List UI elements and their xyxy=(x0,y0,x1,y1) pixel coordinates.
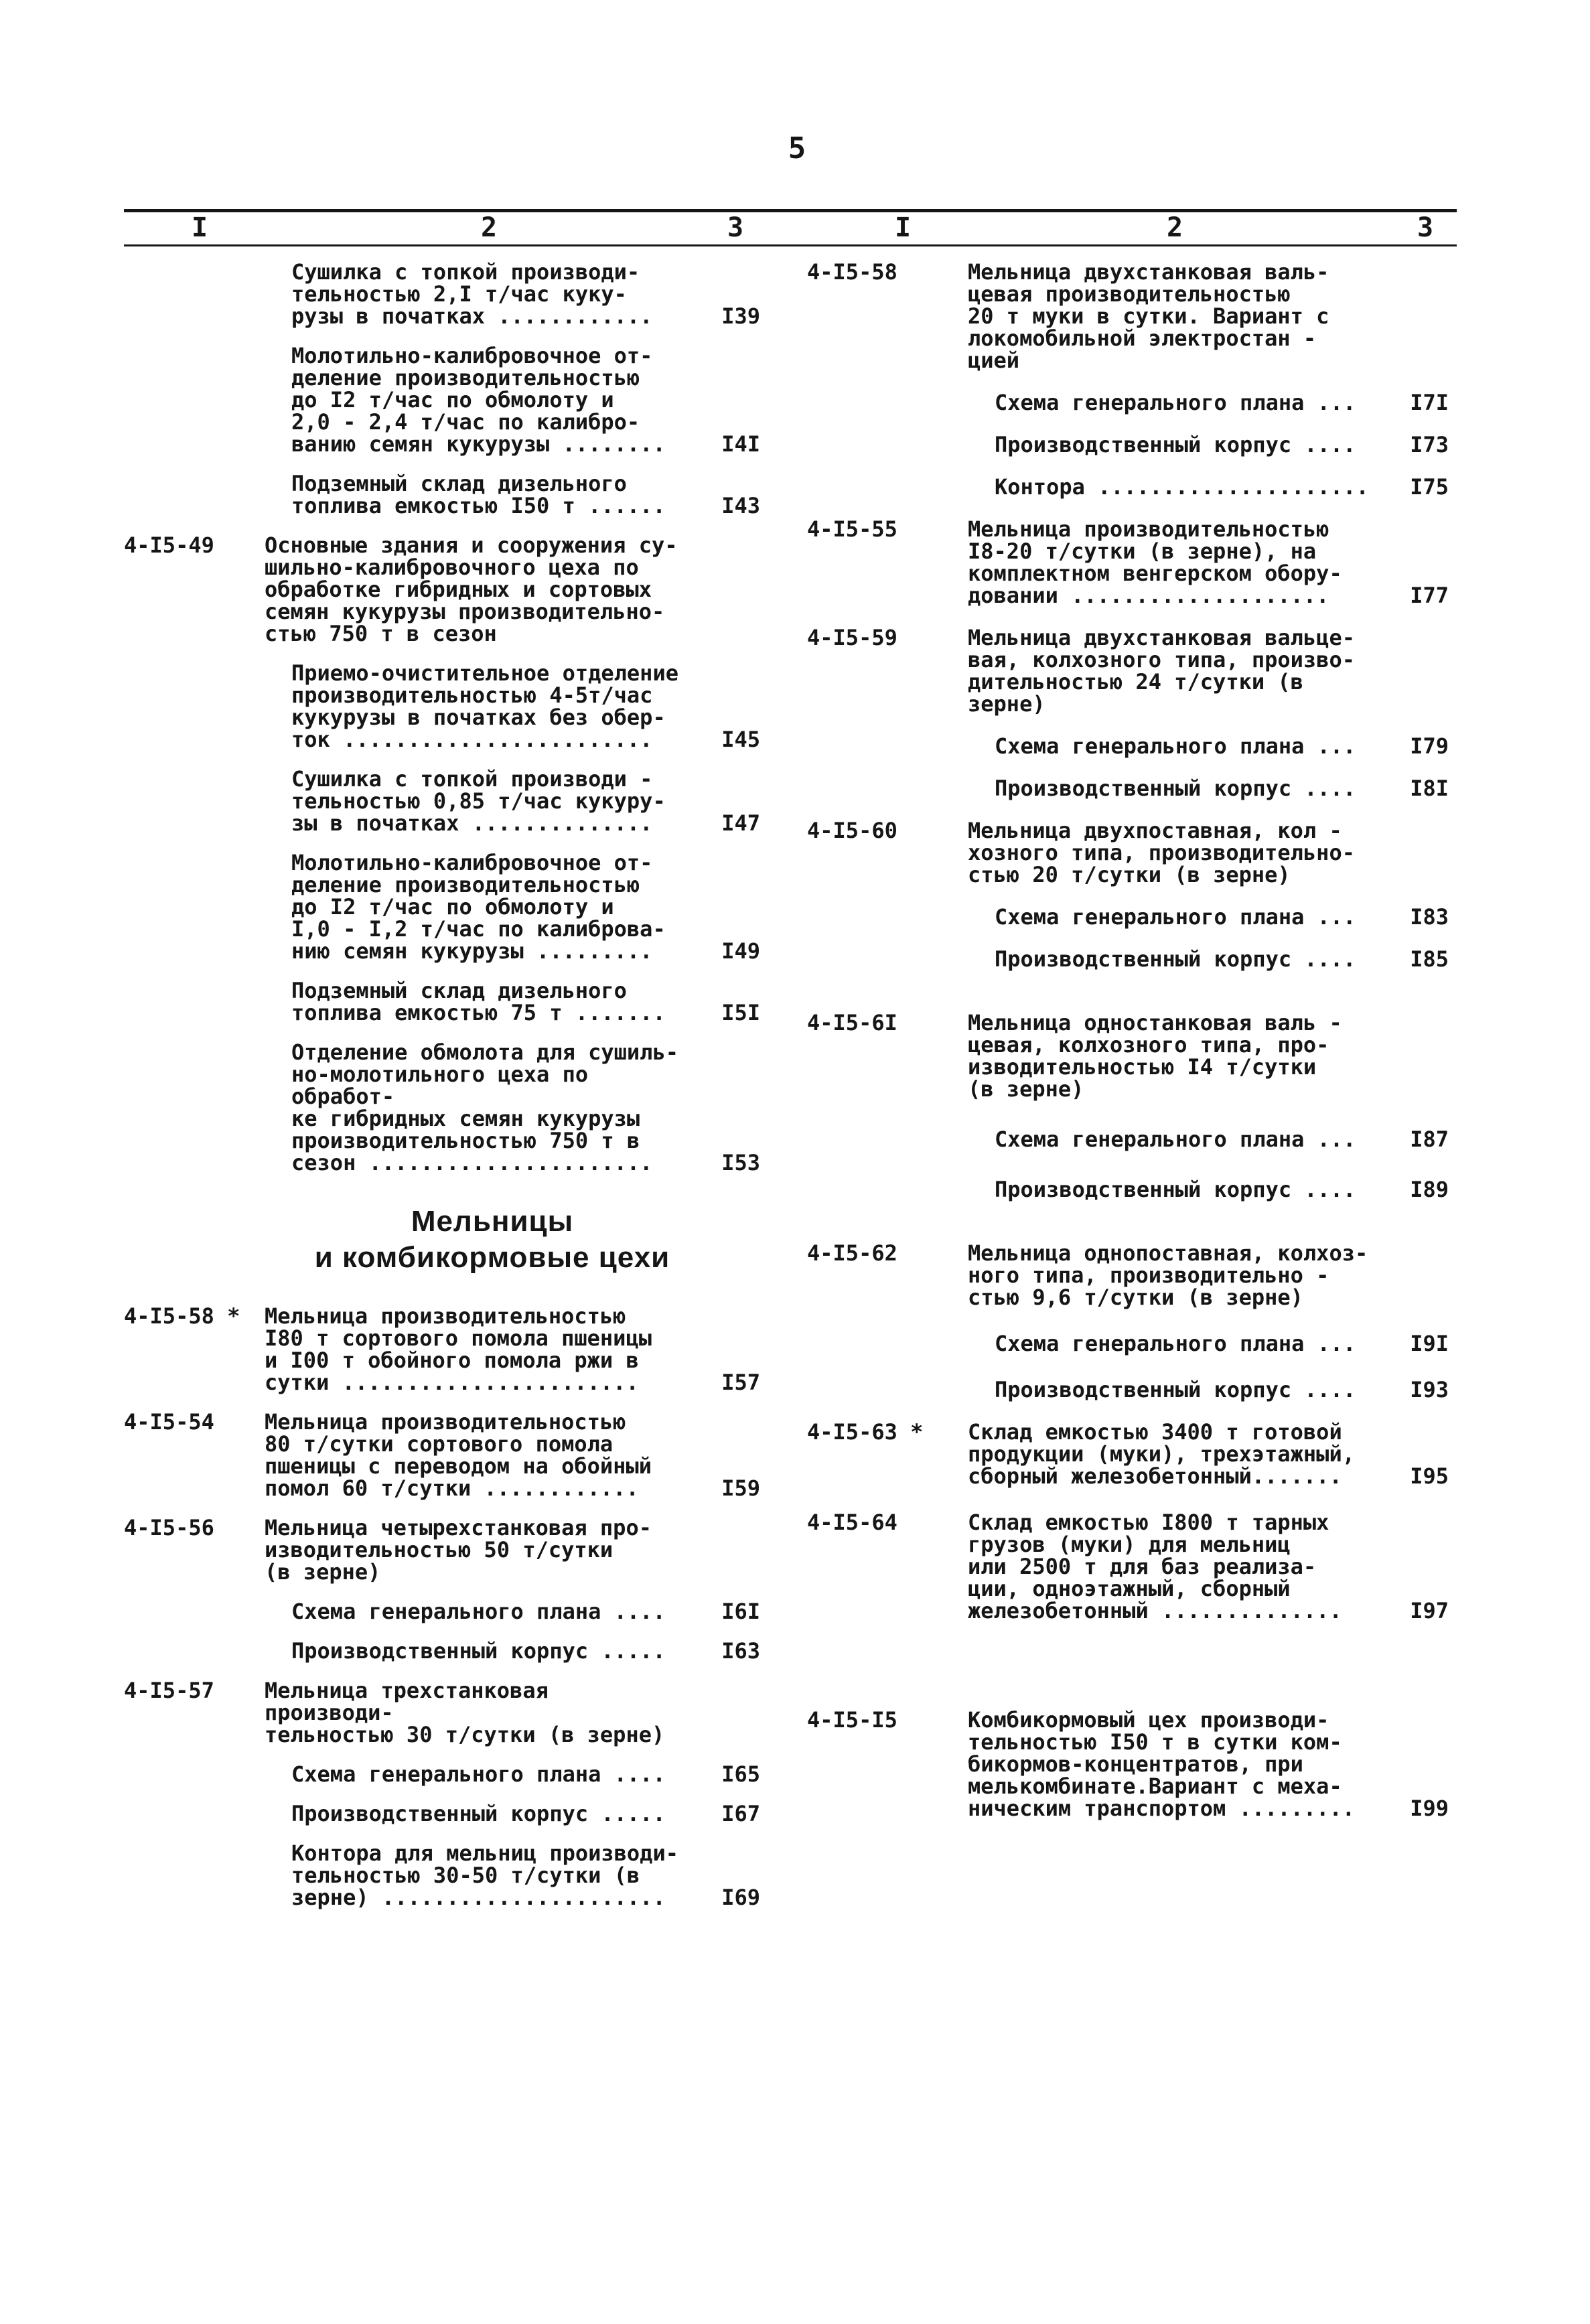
entry-title: Производственный корпус ..... xyxy=(291,1638,666,1664)
entry-title: Мельница двухстанковая валь- цевая производительностью 20 т муки в сутки. Вариант с локомобильной электростан - цией xyxy=(968,259,1329,373)
entry-title: Приемо-очистительное отделение производительностью 4-5т/час кукурузы в початках без обер- ток ........................ xyxy=(291,660,678,752)
index-entry xyxy=(807,518,1457,607)
page-ref: I45 xyxy=(721,727,760,752)
entry-title: Мельница двухпоставная, кол - хозного типа, производительно- стью 20 т/сутки (в зерне) xyxy=(968,818,1355,887)
entry-title: Схема генерального плана ... xyxy=(995,1127,1356,1152)
index-entry xyxy=(124,1803,767,1825)
index-entry xyxy=(807,1129,1457,1151)
entry-title: Основные здания и сооружения су- шильно-калибровочного цеха по обработке гибридных и сортовых семян кукурузы производительно- стью 750 т в сезон xyxy=(265,532,678,646)
page-ref: I57 xyxy=(721,1370,760,1395)
project-code: 4-I5-64 xyxy=(807,1510,897,1535)
page-ref: I8I xyxy=(1410,776,1449,801)
index-entry xyxy=(124,662,767,751)
entry-title: Мельница производительностью I8-20 т/сутки (в зерне), на комплектном венгерском обору- довании .................... xyxy=(968,516,1342,608)
entry-title: Схема генерального плана .... xyxy=(291,1761,666,1787)
project-code: 4-I5-63 * xyxy=(807,1419,924,1445)
index-entry xyxy=(807,1179,1457,1201)
entry-title: Контора для мельниц производи- тельностью 30-50 т/сутки (в зерне) ...................... xyxy=(291,1840,678,1910)
entry-title: Мельница одностанковая валь - цевая, колхозного типа, про- изводительностью I4 т/сутки (в зерне) xyxy=(968,1010,1342,1102)
column-header-page-right: 3 xyxy=(1417,212,1434,243)
page-ref: I83 xyxy=(1410,904,1449,930)
project-code: 4-I5-54 xyxy=(124,1409,214,1435)
page-ref: I69 xyxy=(721,1885,760,1910)
index-entry xyxy=(807,1512,1457,1622)
project-code: 4-I5-58 * xyxy=(124,1303,240,1329)
section-heading: Мельницы и комбикормовые цехи xyxy=(314,1205,670,1274)
index-entry xyxy=(124,1411,767,1500)
index-entry xyxy=(124,473,767,517)
index-entry xyxy=(124,1517,767,1583)
entry-title: Схема генерального плана .... xyxy=(291,1599,666,1624)
page-ref: I4I xyxy=(721,431,760,457)
index-entry xyxy=(807,1421,1457,1487)
index-entry xyxy=(807,392,1457,414)
entry-title: Мельница двухстанковая вальце- вая, колхозного типа, произво- дительностью 24 т/сутки (в зерне) xyxy=(968,625,1355,717)
left-column xyxy=(124,261,767,1909)
entry-title: Производственный корпус .... xyxy=(995,946,1356,972)
entry-title: Мельница четырехстанковая про- изводительностью 50 т/сутки (в зерне) xyxy=(265,1515,652,1585)
page-ref: I95 xyxy=(1410,1463,1449,1489)
page-ref: I65 xyxy=(721,1761,760,1787)
index-entry xyxy=(124,345,767,455)
index-entry xyxy=(807,778,1457,800)
page-ref: I47 xyxy=(721,810,760,836)
entry-title: Схема генерального плана ... xyxy=(995,390,1356,415)
index-entry xyxy=(807,820,1457,886)
project-code: 4-I5-I5 xyxy=(807,1707,897,1733)
page-number: 5 xyxy=(788,131,806,165)
page-ref: I75 xyxy=(1410,474,1449,500)
project-code: 4-I5-57 xyxy=(124,1678,214,1703)
column-header-title-right: 2 xyxy=(1166,212,1183,243)
page-ref: I63 xyxy=(721,1638,760,1664)
index-entry xyxy=(807,1709,1457,1820)
page-ref: I53 xyxy=(721,1150,760,1175)
entry-title: Молотильно-калибровочное от- деление производительностью до I2 т/час по обмолоту и I,0 - I,2 т/час по калиброва- нию семян кукурузы ......... xyxy=(291,850,666,964)
index-entry xyxy=(124,980,767,1024)
page-ref: I93 xyxy=(1410,1377,1449,1402)
index-entry xyxy=(807,476,1457,498)
page-ref: I67 xyxy=(721,1801,760,1826)
project-code: 4-I5-62 xyxy=(807,1240,897,1266)
index-entry xyxy=(807,1242,1457,1309)
entry-title: Контора ..................... xyxy=(995,474,1369,500)
right-column xyxy=(807,261,1457,1820)
entry-title: Производственный корпус .... xyxy=(995,1177,1356,1202)
entry-title: Склад емкостью I800 т тарных грузов (муки) для мельниц или 2500 т для баз реализа- ции, одноэтажный, сборный железобетонный .............. xyxy=(968,1510,1342,1623)
project-code: 4-I5-56 xyxy=(124,1515,214,1540)
table-header-rule xyxy=(124,244,1457,246)
page-ref: I97 xyxy=(1410,1598,1449,1623)
entry-title: Мельница производительностью I80 т сортового помола пшеницы и I00 т обойного помола ржи в сутки ....................... xyxy=(265,1303,652,1395)
page-ref: I77 xyxy=(1410,583,1449,608)
index-entry xyxy=(807,627,1457,715)
index-entry xyxy=(124,1763,767,1786)
entry-title: Склад емкостью 3400 т готовой продукции (муки), трехэтажный, сборный железобетонный....... xyxy=(968,1419,1355,1489)
page-ref: I6I xyxy=(721,1599,760,1624)
page-ref: I7I xyxy=(1410,390,1449,415)
entry-title: Комбикормовый цех производи- тельностью I50 т в сутки ком- бикормов-концентратов, при мелькомбинате.Вариант с меха- ническим транспортом ......... xyxy=(968,1707,1355,1821)
page-ref: I87 xyxy=(1410,1127,1449,1152)
project-code: 4-I5-55 xyxy=(807,516,897,542)
index-entry xyxy=(807,1379,1457,1401)
page-ref: I59 xyxy=(721,1475,760,1501)
index-entry xyxy=(807,906,1457,928)
page-ref: I5I xyxy=(721,1000,760,1025)
table-top-rule xyxy=(124,209,1457,212)
index-entry xyxy=(124,1680,767,1746)
project-code: 4-I5-59 xyxy=(807,625,897,650)
index-entry xyxy=(124,1640,767,1662)
entry-title: Производственный корпус ..... xyxy=(291,1801,666,1826)
entry-title: Подземный склад дизельного топлива емкостью 75 т ....... xyxy=(291,978,666,1025)
page-ref: I39 xyxy=(721,303,760,329)
page-ref: I85 xyxy=(1410,946,1449,972)
entry-title: Мельница трехстанковая производи- тельностью 30 т/сутки (в зерне) xyxy=(265,1678,665,1747)
index-entry xyxy=(124,1305,767,1394)
index-entry xyxy=(807,948,1457,970)
entry-title: Схема генерального плана ... xyxy=(995,904,1356,930)
page-ref: I9I xyxy=(1410,1331,1449,1356)
page-ref: I79 xyxy=(1410,733,1449,759)
project-code: 4-I5-58 xyxy=(807,259,897,285)
index-entry xyxy=(124,1601,767,1623)
page-ref: I43 xyxy=(721,493,760,518)
entry-title: Сушилка с топкой производи- тельностью 2,I т/час куку- рузы в початках ............ xyxy=(291,259,653,329)
index-entry xyxy=(807,261,1457,372)
index-entry xyxy=(124,852,767,962)
project-code: 4-I5-60 xyxy=(807,818,897,843)
index-entry xyxy=(124,534,767,645)
project-code: 4-I5-6I xyxy=(807,1010,897,1035)
entry-title: Мельница производительностью 80 т/сутки сортового помола пшеницы с переводом на обойный помол 60 т/сутки ............ xyxy=(265,1409,652,1501)
column-header-code-right: I xyxy=(894,212,912,243)
index-entry xyxy=(807,735,1457,757)
entry-title: Подземный склад дизельного топлива емкостью I50 т ...... xyxy=(291,471,666,518)
column-header-page-left: 3 xyxy=(727,212,744,243)
index-entry xyxy=(807,434,1457,456)
page-ref: I49 xyxy=(721,938,760,964)
entry-title: Производственный корпус .... xyxy=(995,432,1356,457)
entry-title: Схема генерального плана ... xyxy=(995,1331,1356,1356)
page-ref: I73 xyxy=(1410,432,1449,457)
project-code: 4-I5-49 xyxy=(124,532,214,558)
entry-title: Схема генерального плана ... xyxy=(995,733,1356,759)
page-ref: I99 xyxy=(1410,1796,1449,1821)
entry-title: Сушилка с топкой производи - тельностью 0,85 т/час кукуру- зы в початках .............. xyxy=(291,766,666,836)
entry-title: Отделение обмолота для сушиль- но-молотильного цеха по обработ- ке гибридных семян кукурузы производительностью 750 т в сезон ...................... xyxy=(291,1039,678,1175)
entry-title: Мельница однопоставная, колхоз- ного типа, производительно - стью 9,6 т/сутки (в зерне) xyxy=(968,1240,1368,1310)
column-header-title-left: 2 xyxy=(480,212,498,243)
index-entry xyxy=(807,1012,1457,1100)
column-header-code-left: I xyxy=(191,212,208,243)
page-ref: I89 xyxy=(1410,1177,1449,1202)
entry-title: Молотильно-калибровочное от- деление производительностью до I2 т/час по обмолоту и 2,0 - 2,4 т/час по калибро- ванию семян кукурузы ........ xyxy=(291,343,666,457)
index-entry xyxy=(124,1041,767,1174)
index-entry xyxy=(124,768,767,834)
entry-title: Производственный корпус .... xyxy=(995,1377,1356,1402)
index-entry xyxy=(124,261,767,328)
index-entry xyxy=(807,1333,1457,1355)
index-entry xyxy=(124,1842,767,1909)
entry-title: Производственный корпус .... xyxy=(995,776,1356,801)
